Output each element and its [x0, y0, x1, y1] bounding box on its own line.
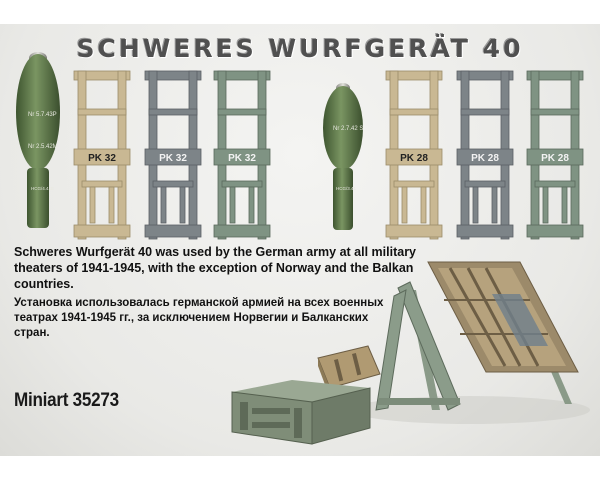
frame-label: PK 32	[88, 153, 116, 164]
shell-marking: Nr 2.5.42M	[28, 144, 58, 150]
shell-marking: Nr 2.7.42 S	[333, 126, 364, 132]
rocket-shell-32	[323, 83, 363, 230]
description-russian: Установка использовалась германской армией на всех военных театрах 1941-1945 гг., за исключением Норвегии и Балканских стран.	[14, 297, 384, 339]
frame-label: PK 32	[228, 153, 256, 164]
shell-marking: Nr 5.7.43P	[28, 112, 57, 118]
frame-label: PK 28	[471, 153, 499, 164]
launch-frame-tan	[386, 71, 442, 239]
launch-frame-green	[214, 71, 270, 239]
shell-marking: HCG/4.41E	[31, 186, 55, 191]
shell-marking: HCG/3.41	[336, 186, 357, 191]
launch-frame-gray	[145, 71, 201, 239]
frame-label: PK 32	[159, 153, 187, 164]
rocket-shell-28	[16, 52, 60, 228]
page-title: SCHWERES WURFGERÄT 40	[76, 34, 524, 63]
description-english: Schweres Wurfgerät 40 was used by the German army at all military theaters of 1941-1945, with the exception of Norway and the Balkan countries.	[14, 245, 417, 291]
launch-frame-green	[527, 71, 583, 239]
green-crate-model	[232, 380, 370, 444]
frame-label: PK 28	[400, 153, 428, 164]
launch-frame-tan	[74, 71, 130, 239]
brand-label: Miniart 35273	[14, 390, 119, 411]
frame-label: PK 28	[541, 153, 569, 164]
launch-frame-gray	[457, 71, 513, 239]
